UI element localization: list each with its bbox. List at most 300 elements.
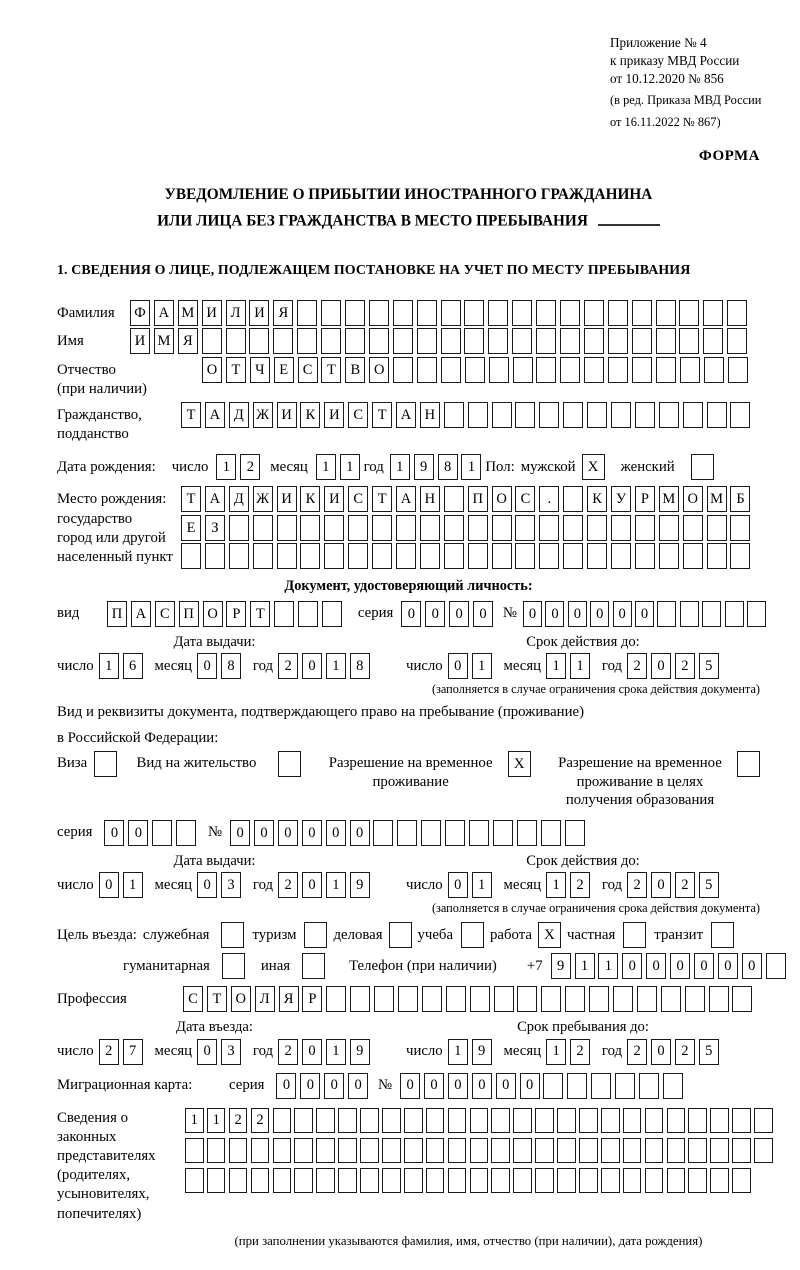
char-cell[interactable]: П: [179, 601, 199, 627]
female-checkbox[interactable]: [691, 454, 714, 480]
char-cell[interactable]: 1: [185, 1108, 204, 1133]
char-cell[interactable]: 1: [99, 653, 119, 679]
char-cell[interactable]: 0: [448, 653, 468, 679]
char-cell[interactable]: 2: [675, 653, 695, 679]
char-cell[interactable]: 6: [123, 653, 143, 679]
char-cell[interactable]: [632, 328, 652, 354]
char-cell[interactable]: 0: [635, 601, 654, 627]
char-cell[interactable]: [360, 1168, 379, 1193]
char-cell[interactable]: [396, 515, 416, 541]
char-cell[interactable]: [417, 328, 437, 354]
char-cell[interactable]: А: [205, 402, 225, 428]
char-cell[interactable]: [587, 543, 607, 569]
char-cell[interactable]: 0: [448, 872, 468, 898]
char-cell[interactable]: И: [277, 486, 297, 512]
char-cell[interactable]: [226, 328, 246, 354]
char-cell[interactable]: [373, 820, 393, 846]
char-cell[interactable]: [754, 1138, 773, 1163]
char-cell[interactable]: Ч: [250, 357, 270, 383]
char-cell[interactable]: [679, 328, 699, 354]
char-cell[interactable]: [273, 1138, 292, 1163]
char-cell[interactable]: Я: [273, 300, 293, 326]
char-cell[interactable]: 0: [425, 601, 445, 627]
char-cell[interactable]: [754, 1108, 773, 1133]
char-cell[interactable]: Н: [420, 402, 440, 428]
char-cell[interactable]: И: [130, 328, 150, 354]
char-cell[interactable]: [445, 820, 465, 846]
char-cell[interactable]: [732, 1168, 751, 1193]
char-cell[interactable]: [703, 328, 723, 354]
char-cell[interactable]: [404, 1108, 423, 1133]
char-cell[interactable]: [253, 543, 273, 569]
char-cell[interactable]: О: [231, 986, 251, 1012]
char-cell[interactable]: Р: [226, 601, 246, 627]
char-cell[interactable]: [667, 1138, 686, 1163]
char-cell[interactable]: [725, 601, 744, 627]
char-cell[interactable]: 2: [240, 454, 260, 480]
char-cell[interactable]: [635, 515, 655, 541]
char-cell[interactable]: 0: [523, 601, 542, 627]
char-cell[interactable]: [202, 328, 222, 354]
char-cell[interactable]: [251, 1168, 270, 1193]
char-cell[interactable]: [613, 986, 633, 1012]
char-cell[interactable]: [680, 601, 699, 627]
char-cell[interactable]: 0: [496, 1073, 516, 1099]
char-cell[interactable]: [710, 1168, 729, 1193]
char-cell[interactable]: К: [300, 486, 320, 512]
char-cell[interactable]: 2: [570, 1039, 590, 1065]
char-cell[interactable]: [181, 543, 201, 569]
char-cell[interactable]: Е: [181, 515, 201, 541]
char-cell[interactable]: И: [249, 300, 269, 326]
char-cell[interactable]: [539, 402, 559, 428]
char-cell[interactable]: [635, 402, 655, 428]
char-cell[interactable]: 0: [622, 953, 642, 979]
char-cell[interactable]: [579, 1168, 598, 1193]
char-cell[interactable]: [584, 300, 604, 326]
char-cell[interactable]: [688, 1138, 707, 1163]
char-cell[interactable]: 9: [551, 953, 571, 979]
char-cell[interactable]: 1: [570, 653, 590, 679]
char-cell[interactable]: 0: [590, 601, 609, 627]
char-cell[interactable]: [348, 515, 368, 541]
char-cell[interactable]: 0: [302, 872, 322, 898]
char-cell[interactable]: [679, 300, 699, 326]
char-cell[interactable]: [513, 1168, 532, 1193]
char-cell[interactable]: [176, 820, 196, 846]
char-cell[interactable]: П: [107, 601, 127, 627]
char-cell[interactable]: [539, 515, 559, 541]
char-cell[interactable]: 0: [718, 953, 738, 979]
char-cell[interactable]: [667, 1168, 686, 1193]
char-cell[interactable]: [565, 986, 585, 1012]
char-cell[interactable]: [492, 402, 512, 428]
char-cell[interactable]: [422, 986, 442, 1012]
char-cell[interactable]: [441, 328, 461, 354]
char-cell[interactable]: 2: [675, 1039, 695, 1065]
char-cell[interactable]: [464, 328, 484, 354]
char-cell[interactable]: [491, 1138, 510, 1163]
char-cell[interactable]: 1: [326, 653, 346, 679]
char-cell[interactable]: 2: [278, 653, 298, 679]
char-cell[interactable]: [417, 300, 437, 326]
char-cell[interactable]: 1: [340, 454, 360, 480]
char-cell[interactable]: Я: [178, 328, 198, 354]
char-cell[interactable]: [732, 1108, 751, 1133]
char-cell[interactable]: [273, 1168, 292, 1193]
char-cell[interactable]: 1: [207, 1108, 226, 1133]
char-cell[interactable]: О: [683, 486, 703, 512]
char-cell[interactable]: [316, 1138, 335, 1163]
char-cell[interactable]: 1: [326, 1039, 346, 1065]
char-cell[interactable]: 0: [694, 953, 714, 979]
char-cell[interactable]: 0: [568, 601, 587, 627]
char-cell[interactable]: [489, 357, 509, 383]
char-cell[interactable]: 0: [473, 601, 493, 627]
char-cell[interactable]: Л: [226, 300, 246, 326]
char-cell[interactable]: 1: [390, 454, 410, 480]
char-cell[interactable]: М: [178, 300, 198, 326]
purpose-private-checkbox[interactable]: [623, 922, 646, 948]
purpose-study-checkbox[interactable]: [461, 922, 484, 948]
char-cell[interactable]: [639, 1073, 659, 1099]
char-cell[interactable]: 3: [221, 1039, 241, 1065]
char-cell[interactable]: Т: [181, 486, 201, 512]
char-cell[interactable]: [702, 601, 721, 627]
char-cell[interactable]: [229, 515, 249, 541]
char-cell[interactable]: [683, 543, 703, 569]
char-cell[interactable]: 8: [438, 454, 458, 480]
char-cell[interactable]: А: [205, 486, 225, 512]
char-cell[interactable]: 0: [254, 820, 274, 846]
char-cell[interactable]: 0: [99, 872, 119, 898]
char-cell[interactable]: [253, 515, 273, 541]
visa-checkbox[interactable]: [94, 751, 117, 777]
char-cell[interactable]: [661, 986, 681, 1012]
char-cell[interactable]: 1: [326, 872, 346, 898]
char-cell[interactable]: [623, 1168, 642, 1193]
char-cell[interactable]: 1: [546, 1039, 566, 1065]
char-cell[interactable]: М: [707, 486, 727, 512]
char-cell[interactable]: [563, 486, 583, 512]
char-cell[interactable]: 2: [627, 1039, 647, 1065]
char-cell[interactable]: [420, 543, 440, 569]
char-cell[interactable]: [645, 1138, 664, 1163]
char-cell[interactable]: 9: [350, 1039, 370, 1065]
purpose-business-checkbox[interactable]: [389, 922, 412, 948]
char-cell[interactable]: Ф: [130, 300, 150, 326]
char-cell[interactable]: [338, 1138, 357, 1163]
char-cell[interactable]: 0: [646, 953, 666, 979]
char-cell[interactable]: [229, 1168, 248, 1193]
char-cell[interactable]: [579, 1108, 598, 1133]
char-cell[interactable]: [557, 1108, 576, 1133]
char-cell[interactable]: [710, 1108, 729, 1133]
char-cell[interactable]: [563, 402, 583, 428]
char-cell[interactable]: [635, 543, 655, 569]
char-cell[interactable]: [536, 357, 556, 383]
char-cell[interactable]: [589, 986, 609, 1012]
char-cell[interactable]: [645, 1168, 664, 1193]
char-cell[interactable]: [468, 543, 488, 569]
char-cell[interactable]: 0: [448, 1073, 468, 1099]
char-cell[interactable]: И: [202, 300, 222, 326]
char-cell[interactable]: 0: [401, 601, 421, 627]
char-cell[interactable]: [543, 1073, 563, 1099]
char-cell[interactable]: 9: [472, 1039, 492, 1065]
char-cell[interactable]: Т: [181, 402, 201, 428]
char-cell[interactable]: Д: [229, 486, 249, 512]
char-cell[interactable]: [321, 328, 341, 354]
char-cell[interactable]: [404, 1138, 423, 1163]
char-cell[interactable]: В: [345, 357, 365, 383]
char-cell[interactable]: [382, 1108, 401, 1133]
char-cell[interactable]: Т: [321, 357, 341, 383]
char-cell[interactable]: [584, 328, 604, 354]
char-cell[interactable]: 0: [613, 601, 632, 627]
char-cell[interactable]: [374, 986, 394, 1012]
char-cell[interactable]: О: [203, 601, 223, 627]
char-cell[interactable]: [207, 1168, 226, 1193]
char-cell[interactable]: [709, 986, 729, 1012]
char-cell[interactable]: [728, 357, 748, 383]
char-cell[interactable]: Ж: [253, 402, 273, 428]
char-cell[interactable]: [300, 515, 320, 541]
char-cell[interactable]: С: [348, 486, 368, 512]
char-cell[interactable]: [350, 986, 370, 1012]
char-cell[interactable]: [446, 986, 466, 1012]
char-cell[interactable]: [185, 1138, 204, 1163]
char-cell[interactable]: [579, 1138, 598, 1163]
char-cell[interactable]: [369, 300, 389, 326]
char-cell[interactable]: [470, 1108, 489, 1133]
char-cell[interactable]: С: [183, 986, 203, 1012]
char-cell[interactable]: [321, 300, 341, 326]
char-cell[interactable]: [444, 486, 464, 512]
purpose-work-checkbox[interactable]: X: [538, 922, 561, 948]
char-cell[interactable]: [297, 300, 317, 326]
char-cell[interactable]: [382, 1138, 401, 1163]
char-cell[interactable]: [557, 1138, 576, 1163]
char-cell[interactable]: [229, 543, 249, 569]
char-cell[interactable]: [608, 300, 628, 326]
char-cell[interactable]: [426, 1138, 445, 1163]
char-cell[interactable]: [465, 357, 485, 383]
char-cell[interactable]: [294, 1108, 313, 1133]
char-cell[interactable]: 8: [350, 653, 370, 679]
char-cell[interactable]: О: [492, 486, 512, 512]
char-cell[interactable]: [659, 543, 679, 569]
char-cell[interactable]: [587, 515, 607, 541]
char-cell[interactable]: [591, 1073, 611, 1099]
char-cell[interactable]: 0: [545, 601, 564, 627]
char-cell[interactable]: [565, 820, 585, 846]
char-cell[interactable]: [448, 1168, 467, 1193]
char-cell[interactable]: 0: [302, 653, 322, 679]
char-cell[interactable]: [493, 820, 513, 846]
char-cell[interactable]: [297, 328, 317, 354]
char-cell[interactable]: [491, 1168, 510, 1193]
char-cell[interactable]: 0: [651, 872, 671, 898]
char-cell[interactable]: [536, 328, 556, 354]
char-cell[interactable]: [316, 1168, 335, 1193]
char-cell[interactable]: О: [202, 357, 222, 383]
char-cell[interactable]: 1: [546, 653, 566, 679]
char-cell[interactable]: 1: [472, 872, 492, 898]
char-cell[interactable]: [185, 1168, 204, 1193]
char-cell[interactable]: [249, 328, 269, 354]
char-cell[interactable]: [464, 300, 484, 326]
char-cell[interactable]: 0: [472, 1073, 492, 1099]
char-cell[interactable]: [730, 543, 750, 569]
char-cell[interactable]: [683, 402, 703, 428]
char-cell[interactable]: [420, 515, 440, 541]
char-cell[interactable]: [513, 1138, 532, 1163]
char-cell[interactable]: 9: [414, 454, 434, 480]
char-cell[interactable]: [398, 986, 418, 1012]
char-cell[interactable]: [656, 300, 676, 326]
char-cell[interactable]: [611, 402, 631, 428]
temp-residence-edu-checkbox[interactable]: [737, 751, 760, 777]
char-cell[interactable]: 0: [278, 820, 298, 846]
char-cell[interactable]: [557, 1168, 576, 1193]
char-cell[interactable]: 0: [348, 1073, 368, 1099]
char-cell[interactable]: [685, 986, 705, 1012]
char-cell[interactable]: Т: [226, 357, 246, 383]
char-cell[interactable]: 0: [449, 601, 469, 627]
char-cell[interactable]: 1: [316, 454, 336, 480]
char-cell[interactable]: С: [155, 601, 175, 627]
char-cell[interactable]: [491, 1108, 510, 1133]
char-cell[interactable]: 1: [472, 653, 492, 679]
char-cell[interactable]: 0: [197, 653, 217, 679]
char-cell[interactable]: 0: [350, 820, 370, 846]
char-cell[interactable]: [680, 357, 700, 383]
char-cell[interactable]: [683, 515, 703, 541]
char-cell[interactable]: [608, 328, 628, 354]
char-cell[interactable]: [372, 543, 392, 569]
char-cell[interactable]: 0: [651, 1039, 671, 1065]
char-cell[interactable]: А: [154, 300, 174, 326]
char-cell[interactable]: 0: [128, 820, 148, 846]
char-cell[interactable]: Р: [302, 986, 322, 1012]
char-cell[interactable]: [468, 515, 488, 541]
char-cell[interactable]: [727, 300, 747, 326]
char-cell[interactable]: [632, 357, 652, 383]
char-cell[interactable]: [732, 1138, 751, 1163]
char-cell[interactable]: А: [131, 601, 151, 627]
char-cell[interactable]: А: [396, 402, 416, 428]
purpose-transit-checkbox[interactable]: [711, 922, 734, 948]
char-cell[interactable]: С: [298, 357, 318, 383]
char-cell[interactable]: [426, 1108, 445, 1133]
char-cell[interactable]: Р: [635, 486, 655, 512]
purpose-other-checkbox[interactable]: [302, 953, 325, 979]
char-cell[interactable]: [560, 328, 580, 354]
char-cell[interactable]: [444, 402, 464, 428]
char-cell[interactable]: [608, 357, 628, 383]
char-cell[interactable]: [441, 300, 461, 326]
char-cell[interactable]: [294, 1168, 313, 1193]
char-cell[interactable]: [512, 328, 532, 354]
char-cell[interactable]: [469, 820, 489, 846]
char-cell[interactable]: [632, 300, 652, 326]
char-cell[interactable]: [663, 1073, 683, 1099]
char-cell[interactable]: [515, 543, 535, 569]
char-cell[interactable]: 1: [598, 953, 618, 979]
char-cell[interactable]: 7: [123, 1039, 143, 1065]
char-cell[interactable]: [766, 953, 786, 979]
char-cell[interactable]: [656, 357, 676, 383]
char-cell[interactable]: [623, 1138, 642, 1163]
char-cell[interactable]: И: [324, 486, 344, 512]
char-cell[interactable]: Т: [372, 402, 392, 428]
char-cell[interactable]: 2: [278, 1039, 298, 1065]
char-cell[interactable]: [207, 1138, 226, 1163]
char-cell[interactable]: [707, 543, 727, 569]
char-cell[interactable]: [488, 328, 508, 354]
char-cell[interactable]: 1: [448, 1039, 468, 1065]
char-cell[interactable]: 5: [699, 872, 719, 898]
char-cell[interactable]: [517, 820, 537, 846]
char-cell[interactable]: 2: [675, 872, 695, 898]
purpose-official-checkbox[interactable]: [221, 922, 244, 948]
char-cell[interactable]: [360, 1138, 379, 1163]
char-cell[interactable]: [397, 820, 417, 846]
char-cell[interactable]: Т: [250, 601, 270, 627]
char-cell[interactable]: 1: [546, 872, 566, 898]
char-cell[interactable]: А: [396, 486, 416, 512]
char-cell[interactable]: [338, 1108, 357, 1133]
char-cell[interactable]: [601, 1138, 620, 1163]
char-cell[interactable]: 0: [197, 1039, 217, 1065]
char-cell[interactable]: [563, 543, 583, 569]
char-cell[interactable]: К: [587, 486, 607, 512]
char-cell[interactable]: [277, 543, 297, 569]
male-checkbox[interactable]: X: [582, 454, 605, 480]
char-cell[interactable]: 1: [575, 953, 595, 979]
char-cell[interactable]: [667, 1108, 686, 1133]
char-cell[interactable]: [560, 357, 580, 383]
char-cell[interactable]: 0: [276, 1073, 296, 1099]
char-cell[interactable]: [732, 986, 752, 1012]
char-cell[interactable]: 0: [424, 1073, 444, 1099]
char-cell[interactable]: 0: [300, 1073, 320, 1099]
char-cell[interactable]: [324, 543, 344, 569]
char-cell[interactable]: [426, 1168, 445, 1193]
char-cell[interactable]: Л: [255, 986, 275, 1012]
char-cell[interactable]: [512, 300, 532, 326]
char-cell[interactable]: [707, 402, 727, 428]
char-cell[interactable]: Д: [229, 402, 249, 428]
char-cell[interactable]: [703, 300, 723, 326]
char-cell[interactable]: Я: [279, 986, 299, 1012]
char-cell[interactable]: [345, 328, 365, 354]
char-cell[interactable]: [515, 515, 535, 541]
char-cell[interactable]: 0: [302, 820, 322, 846]
purpose-humanitarian-checkbox[interactable]: [222, 953, 245, 979]
char-cell[interactable]: С: [515, 486, 535, 512]
char-cell[interactable]: 1: [123, 872, 143, 898]
char-cell[interactable]: .: [539, 486, 559, 512]
residence-permit-checkbox[interactable]: [278, 751, 301, 777]
char-cell[interactable]: [563, 515, 583, 541]
char-cell[interactable]: 2: [229, 1108, 248, 1133]
char-cell[interactable]: [659, 515, 679, 541]
char-cell[interactable]: 8: [221, 653, 241, 679]
char-cell[interactable]: [470, 986, 490, 1012]
char-cell[interactable]: 0: [302, 1039, 322, 1065]
